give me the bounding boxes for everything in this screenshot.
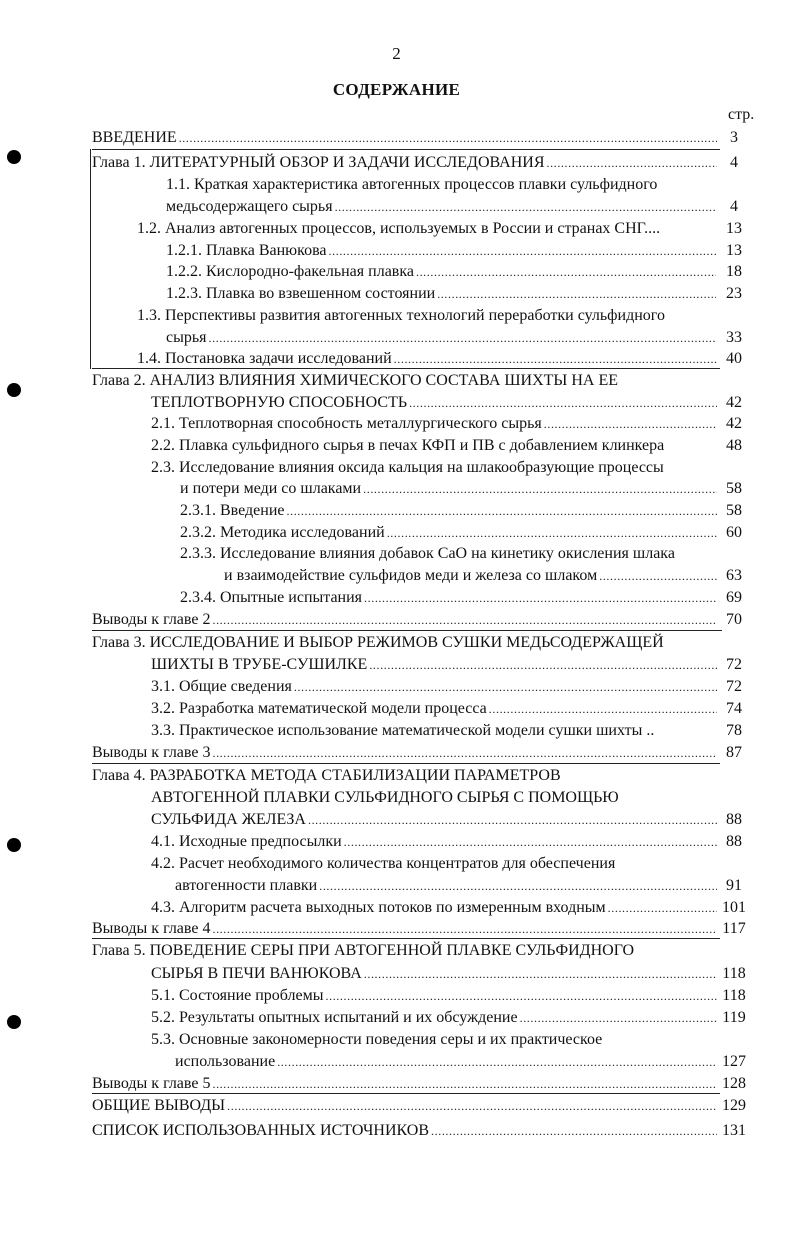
toc-entry-line (151, 720, 721, 742)
toc-entry-line (180, 587, 717, 609)
toc-entry (0, 853, 793, 875)
toc-entry (0, 1051, 793, 1073)
dot-leader (277, 1051, 717, 1073)
toc-entry-page: 87 (726, 744, 742, 761)
toc-entry-page: 117 (722, 920, 746, 937)
toc-entry (0, 152, 793, 174)
toc-entry-line (166, 174, 726, 196)
toc-entry (0, 1073, 793, 1095)
toc-entry-title: 2.3. Исследование влияния оксида кальция на шлакообразующие процессы (151, 459, 664, 476)
toc-entry-line (166, 261, 716, 283)
page-number: 2 (392, 44, 401, 63)
toc-entry-line (175, 1051, 717, 1073)
toc-entry-line (92, 632, 722, 654)
toc-entry-line (151, 676, 717, 698)
toc-entry-line (151, 1007, 717, 1029)
toc-entry-page: 131 (722, 1122, 746, 1139)
dot-leader (489, 698, 717, 720)
dot-leader (329, 240, 716, 262)
toc-entry-line (151, 654, 717, 676)
dot-leader (212, 742, 717, 764)
toc-entry-title: Глава 2. АНАЛИЗ ВЛИЯНИЯ ХИМИЧЕСКОГО СОСТАВА ШИХТЫ НА ЕЕ (92, 372, 619, 389)
section-rule (92, 630, 722, 631)
toc-entry (0, 174, 793, 196)
dot-leader (326, 985, 718, 1007)
toc-entry (0, 327, 793, 349)
dot-leader (387, 522, 717, 544)
toc-entry (0, 897, 793, 919)
toc-entry-page: 118 (722, 987, 746, 1004)
toc-entry-line (92, 1095, 717, 1117)
toc-entry (0, 196, 793, 218)
toc-entry-page: 101 (722, 899, 746, 916)
toc-entry (0, 985, 793, 1007)
toc-entry (0, 478, 793, 500)
toc-entry-line (92, 152, 717, 174)
toc-entry (0, 127, 793, 149)
toc-entry-title: 1.2. Анализ автогенных процессов, используемых в России и странах СНГ.... (137, 220, 661, 237)
toc-entry-page: 91 (726, 877, 742, 894)
toc-entry-page: 13 (726, 220, 742, 237)
toc-entry-line (180, 500, 717, 522)
toc-entry-page: 42 (726, 394, 742, 411)
toc-entry-line (151, 698, 717, 720)
toc-entry (0, 500, 793, 522)
toc-entry-page: 72 (726, 678, 742, 695)
toc-entry (0, 1007, 793, 1029)
dot-leader (547, 152, 717, 174)
toc-entry (0, 1120, 793, 1142)
toc-entry (0, 875, 793, 897)
toc-entry-title: и потери меди со шлаками (180, 480, 362, 497)
dot-leader (344, 831, 717, 853)
dot-leader (209, 327, 716, 349)
toc-entry (0, 1095, 793, 1117)
toc-entry (0, 261, 793, 283)
toc-entry (0, 720, 793, 742)
section-rule (92, 938, 720, 939)
dot-leader (212, 918, 717, 940)
toc-entry (0, 742, 793, 764)
toc-entry-title: 1.2.3. Плавка во взвешенном состоянии (166, 285, 436, 302)
toc-entry-page: 4 (730, 198, 738, 215)
toc-entry-line (151, 831, 717, 853)
toc-entry-page: 88 (726, 811, 742, 828)
dot-leader (416, 261, 716, 283)
toc-entry-title: 2.1. Теплотворная способность металлургического сырья (151, 415, 542, 432)
toc-entry-line (166, 240, 716, 262)
toc-entry-line (151, 809, 717, 831)
toc-entry-title: 3.2. Разработка математической модели процесса (151, 700, 487, 717)
dot-leader (599, 565, 717, 587)
toc-entry-line (151, 985, 717, 1007)
toc-entry (0, 609, 793, 631)
dot-leader (287, 500, 718, 522)
toc-entry-title: медьсодержащего сырья (166, 198, 333, 215)
toc-entry-title: ШИХТЫ В ТРУБЕ-СУШИЛКЕ (151, 656, 368, 673)
toc-entry-title: 1.2.1. Плавка Ванюкова (166, 242, 327, 259)
dot-leader (394, 348, 717, 370)
toc-entry (0, 698, 793, 720)
toc-entry-line (180, 543, 725, 565)
toc-entry-title: 5.2. Результаты опытных испытаний и их обсуждение (151, 1009, 518, 1026)
toc-entry (0, 676, 793, 698)
toc-entry (0, 543, 793, 565)
toc-entry-title: использование (175, 1053, 276, 1070)
toc-entry-page: 3 (730, 129, 738, 146)
toc-entry-line (92, 765, 692, 787)
toc-entry (0, 218, 793, 240)
toc-entry-page: 40 (726, 350, 742, 367)
toc-entry-line (92, 370, 692, 392)
toc-entry-title: ОБЩИЕ ВЫВОДЫ (92, 1097, 226, 1114)
dot-leader (437, 283, 716, 305)
toc-entry (0, 587, 793, 609)
toc-entry-page: 4 (730, 154, 738, 171)
toc-entry-title: Выводы к главе 2 (92, 611, 211, 628)
dot-leader (409, 392, 717, 414)
section-rule (90, 149, 91, 369)
toc-entry-title: 2.3.1. Введение (180, 502, 285, 519)
toc-entry-line (92, 742, 717, 764)
toc-entry (0, 765, 793, 787)
toc-entry-page: 119 (722, 1009, 746, 1026)
toc-entry-title: 2.3.4. Опытные испытания (180, 589, 363, 606)
toc-entry (0, 370, 793, 392)
toc-entry-title: 1.1. Краткая характеристика автогенных процессов плавки сульфидного (166, 176, 658, 193)
toc-entry (0, 940, 793, 962)
toc-entry-page: 118 (722, 965, 746, 982)
toc-entry-title: Глава 5. ПОВЕДЕНИЕ СЕРЫ ПРИ АВТОГЕННОЙ ПЛАВКЕ СУЛЬФИДНОГО (92, 942, 635, 959)
dot-leader (294, 676, 717, 698)
toc-entry-page: 23 (726, 285, 742, 302)
toc-entry-line (151, 1029, 717, 1051)
toc-entry-title: 3.1. Общие сведения (151, 678, 292, 695)
toc-entry-line (151, 392, 717, 414)
toc-entry-title: ТЕПЛОТВОРНУЮ СПОСОБНОСТЬ (151, 394, 408, 411)
toc-entry-line (151, 963, 717, 985)
toc-entry (0, 787, 793, 809)
toc-entry-page: 48 (726, 437, 742, 454)
toc-entry-page: 74 (726, 700, 742, 717)
toc-entry-line (175, 875, 717, 897)
toc-entry (0, 305, 793, 327)
toc-entry-title: Глава 3. ИССЛЕДОВАНИЕ И ВЫБОР РЕЖИМОВ СУШКИ МЕДЬСОДЕРЖАЩЕЙ (92, 634, 664, 651)
toc-entry (0, 457, 793, 479)
toc-entry-line (137, 218, 717, 240)
toc-entry-title: 5.1. Состояние проблемы (151, 987, 324, 1004)
toc-entry-line (137, 348, 717, 370)
toc-entry-title: ВВЕДЕНИЕ (92, 129, 177, 146)
toc-entry-line (151, 413, 717, 435)
toc-entry-line (151, 435, 721, 457)
toc-entry-line (92, 1073, 717, 1095)
toc-entry-page: 63 (726, 567, 742, 584)
toc-entry-title: 1.3. Перспективы развития автогенных технологий переработки сульфидного (137, 307, 665, 324)
toc-entry-page: 78 (726, 722, 742, 739)
toc-entry-page: 127 (722, 1053, 746, 1070)
toc-entry (0, 809, 793, 831)
dot-leader (179, 127, 717, 149)
dot-leader (544, 413, 717, 435)
toc-entry-line (92, 1120, 717, 1142)
toc-entry (0, 565, 793, 587)
toc-entry-title: СЫРЬЯ В ПЕЧИ ВАНЮКОВА (151, 965, 362, 982)
toc-entry-line (224, 565, 717, 587)
toc-entry-line (166, 327, 716, 349)
toc-entry-title: автогенности плавки (175, 877, 318, 894)
toc-entry-title: 2.3.3. Исследование влияния добавок CaO на кинетику окисления шлака (180, 545, 675, 562)
toc-entry-title: СПИСОК ИСПОЛЬЗОВАННЫХ ИСТОЧНИКОВ (92, 1122, 430, 1139)
toc-entry-line (151, 853, 717, 875)
toc-entry-title: 1.4. Постановка задачи исследований (137, 350, 392, 367)
toc-entry-page: 70 (726, 611, 742, 628)
section-rule (92, 763, 720, 764)
toc-entry-title: 4.1. Исходные предпосылки (151, 833, 342, 850)
toc-entry-line (137, 305, 717, 327)
toc-entry-line (92, 940, 692, 962)
toc-entry-title: 4.3. Алгоритм расчета выходных потоков по измеренным входным (151, 899, 606, 916)
toc-entry-page: 33 (726, 329, 742, 346)
toc-entry-page: 42 (726, 415, 742, 432)
toc-entry-line (180, 478, 717, 500)
toc-entry (0, 283, 793, 305)
toc-entry-title: Выводы к главе 4 (92, 920, 211, 937)
toc-entry-title: 2.3.2. Методика исследований (180, 524, 385, 541)
toc-entry-page: 129 (722, 1097, 746, 1114)
toc-entry (0, 963, 793, 985)
toc-entry-line (151, 897, 717, 919)
dot-leader (364, 587, 717, 609)
toc-entry (0, 435, 793, 457)
toc-entry-title: 4.2. Расчет необходимого количества концентратов для обеспечения (151, 855, 616, 872)
dot-leader (319, 875, 717, 897)
toc-entry-page: 60 (726, 524, 742, 541)
dot-leader (363, 478, 717, 500)
toc-entry-title: 1.2.2. Кислородно-факельная плавка (166, 263, 414, 280)
toc-entry-title: и взаимодействие сульфидов меди и железа со шлаком (224, 567, 598, 584)
toc-entry (0, 392, 793, 414)
toc-entry (0, 522, 793, 544)
toc-entry-line (151, 457, 721, 479)
toc-entry-title: 2.2. Плавка сульфидного сырья в печах КФП и ПВ с добавлением клинкера (151, 437, 665, 454)
toc-entry (0, 240, 793, 262)
pages-column-header: стр. (728, 106, 755, 123)
toc-entry (0, 654, 793, 676)
toc-entry-page: 72 (726, 656, 742, 673)
toc-entry-line (92, 127, 717, 149)
dot-leader (308, 809, 717, 831)
toc-entry-line (180, 522, 717, 544)
toc-entry (0, 831, 793, 853)
toc-entry-line (92, 918, 717, 940)
section-rule (92, 368, 720, 369)
dot-leader (335, 196, 716, 218)
toc-entry-page: 69 (726, 589, 742, 606)
toc-entry-page: 13 (726, 242, 742, 259)
toc-entry-title: СУЛЬФИДА ЖЕЛЕЗА (151, 811, 306, 828)
toc-entry-title: 5.3. Основные закономерности поведения серы и их практическое (151, 1031, 603, 1048)
dot-leader (608, 897, 717, 919)
toc-entry-title: сырья (166, 329, 207, 346)
dot-leader (227, 1095, 717, 1117)
section-rule (92, 1093, 720, 1094)
toc-entry (0, 348, 793, 370)
toc-entry-page: 88 (726, 833, 742, 850)
toc-entry-title: Глава 4. РАЗРАБОТКА МЕТОДА СТАБИЛИЗАЦИИ ПАРАМЕТРОВ (92, 767, 561, 784)
toc-entry (0, 918, 793, 940)
dot-leader (520, 1007, 717, 1029)
toc-entry (0, 632, 793, 654)
dot-leader (212, 1073, 717, 1095)
toc-entry-title: Выводы к главе 3 (92, 744, 211, 761)
section-rule (92, 149, 720, 150)
toc-entry (0, 413, 793, 435)
toc-entry-line (166, 196, 716, 218)
toc-entry (0, 1029, 793, 1051)
toc-entry-page: 58 (726, 480, 742, 497)
dot-leader (212, 609, 717, 631)
toc-entry-page: 58 (726, 502, 742, 519)
toc-entry-title: Глава 1. ЛИТЕРАТУРНЫЙ ОБЗОР И ЗАДАЧИ ИССЛЕДОВАНИЯ (92, 154, 545, 171)
toc-entry-line (92, 609, 717, 631)
toc-entry-title: Выводы к главе 5 (92, 1075, 211, 1092)
dot-leader (369, 654, 717, 676)
toc-entry-page: 128 (722, 1075, 746, 1092)
toc-entry-title: 3.3. Практическое использование математической модели сушки шихты .. (151, 722, 655, 739)
dot-leader (431, 1120, 717, 1142)
toc-entry-title: АВТОГЕННОЙ ПЛАВКИ СУЛЬФИДНОГО СЫРЬЯ С ПОМОЩЬЮ (151, 789, 619, 806)
toc-entry-page: 18 (726, 263, 742, 280)
dot-leader (364, 963, 717, 985)
toc-entry-line (166, 283, 716, 305)
toc-entry-line (151, 787, 691, 809)
page-title: СОДЕРЖАНИЕ (332, 80, 461, 99)
